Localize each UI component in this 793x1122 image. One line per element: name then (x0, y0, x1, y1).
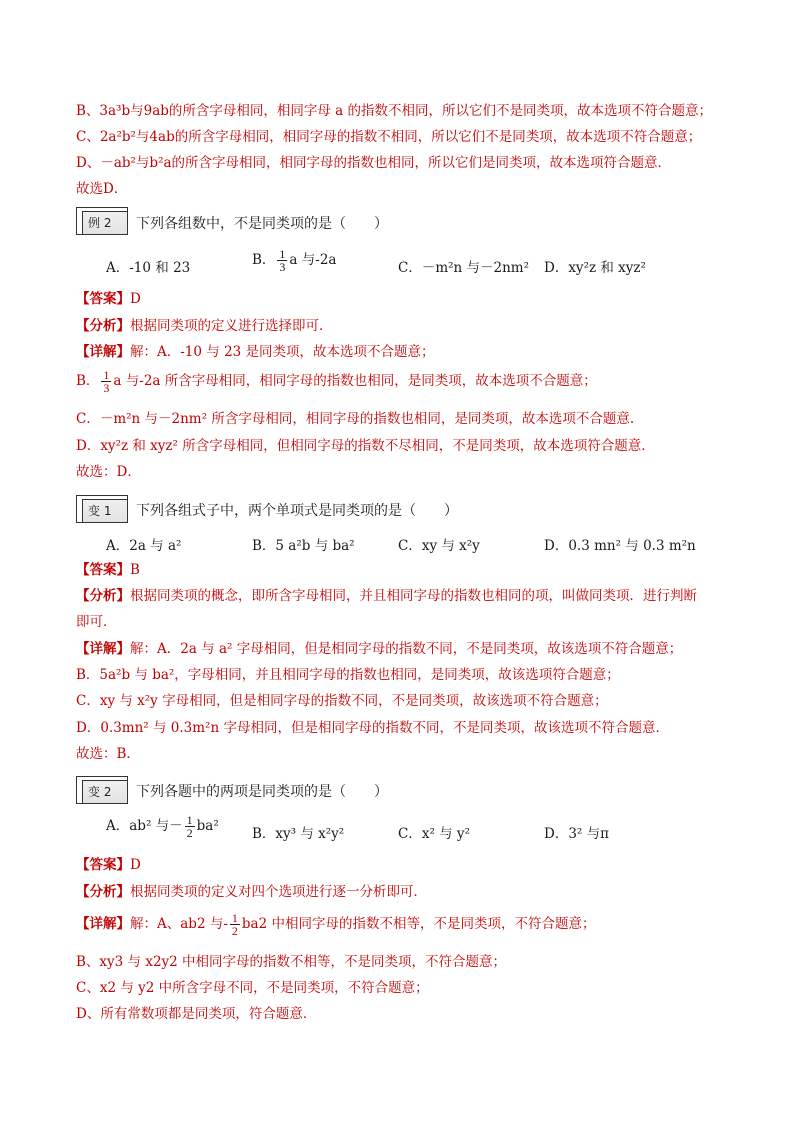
v1-choose: 故选：B． (76, 746, 140, 762)
v1-option-c: C．xy 与 x²y (398, 538, 480, 554)
example-2-question: 下列各组数中，不是同类项的是（ ） (136, 216, 388, 232)
example-2-tag: 例 2 (88, 216, 112, 230)
ex2-detail-c: C．－m²n 与－2nm² 所含字母相同，相同字母的指数也相同，是同类项，故本选项不合题意. (76, 411, 635, 427)
line-c-prev: C、2a²b²与4ab的所含字母相同，相同字母的指数不相同，所以它们不是同类项，故本选项不符合题意； (76, 129, 702, 145)
variant-1-tag: 变 1 (88, 504, 112, 518)
v1-option-d: D．0.3 mn² 与 0.3 m²n (544, 538, 696, 554)
ex2-answer-line: 【答案】D (76, 291, 141, 307)
ex2-analysis-line: 【分析】根据同类项的定义进行选择即可． (76, 318, 333, 334)
ex2-option-c: C．－m²n 与－2nm² (398, 260, 530, 276)
v2-option-c: C．x² 与 y² (398, 826, 470, 842)
v2-analysis-line: 【分析】根据同类项的定义对四个选项进行逐一分析即可． (76, 884, 427, 900)
line-choose-d: 故选D． (76, 181, 128, 197)
ex2-detail-d: D．xy²z 和 xyz² 所含字母相同，但相同字母的指数不尽相同，不是同类项，故本选项符合题意． (76, 438, 655, 454)
v2-answer-line: 【答案】D (76, 857, 141, 873)
variant-1-tag-box (76, 495, 128, 523)
v1-analysis-line-2: 即可． (76, 614, 117, 630)
v1-option-b: B．5 a²b 与 ba² (252, 538, 355, 554)
ex2-option-d: D．xy²z 和 xyz² (544, 260, 646, 276)
v1-detail-b: B．5a²b 与 ba²，字母相同，并且相同字母的指数也相同，是同类项，故该选项符合题意； (76, 667, 620, 683)
variant-2-tag: 变 2 (88, 785, 112, 799)
ex2-detail-a: 【详解】解：A．-10 与 23 是同类项，故本选项不合题意； (76, 344, 435, 360)
ex2-option-b: B． $\frac{1}{3}$ a 与-2a (252, 247, 337, 274)
v1-detail-a: 【详解】解：A．2a 与 a² 字母相同，但是相同字母的指数不同，不是同类项，故该选项不符合题意； (76, 641, 683, 657)
v2-detail-c: C、x2 与 y2 中所含字母不同，不是同类项，不符合题意； (76, 980, 429, 996)
example-2-tag-box (76, 207, 128, 235)
ex2-option-a: A．-10 和 23 (106, 260, 191, 276)
v1-detail-c: C．xy 与 x²y 字母相同，但是相同字母的指数不同，不是同类项，故该选项不符合题意； (76, 693, 608, 709)
v2-option-d: D．3² 与π (544, 826, 609, 842)
ex2-detail-b: B． $\frac{1}{3}$ a 与-2a 所含字母相同，相同字母的指数也相同，是同类项，故本选项不合题意； (76, 368, 597, 395)
ex2-choose: 故选：D． (76, 464, 141, 480)
v2-detail-b: B、xy3 与 x2y2 中相同字母的指数不相等，不是同类项，不符合题意； (76, 954, 507, 970)
variant-2-tag-box (76, 776, 128, 804)
v1-answer-line: 【答案】B (76, 562, 140, 578)
v2-detail-a: 【详解】解：A、ab2 与- $\frac{1}{2}$ ba2 中相同字母的指数不相等，不是同类项，不符合题意； (76, 911, 596, 938)
v1-analysis-line: 【分析】根据同类项的概念，即所含字母相同，并且相同字母的指数也相同的项，叫做同类项．进行判断 (76, 588, 697, 604)
line-d-prev: D、－ab²与b²a的所含字母相同，相同字母的指数也相同，所以它们是同类项，故本选项符合题意． (76, 155, 672, 171)
variant-2-question: 下列各题中的两项是同类项的是（ ） (136, 784, 388, 800)
v1-detail-d: D．0.3mn² 与 0.3m²n 字母相同，但是相同字母的指数不同，不是同类项，故该选项不符合题意． (76, 720, 669, 736)
v2-detail-d: D、所有常数项都是同类项，符合题意． (76, 1006, 317, 1022)
variant-1-question: 下列各组式子中，两个单项式是同类项的是（ ） (136, 503, 458, 519)
v2-option-a: A．ab² 与－ $\frac{1}{2}$ ba² (106, 813, 219, 840)
v2-option-b: B．xy³ 与 x²y² (252, 826, 345, 842)
v1-option-a: A．2a 与 a² (106, 538, 182, 554)
line-b-prev: B、3a³b与9ab的所含字母相同，相同字母 a 的指数不相同，所以它们不是同类项，故本选项不符合题意； (76, 103, 713, 119)
